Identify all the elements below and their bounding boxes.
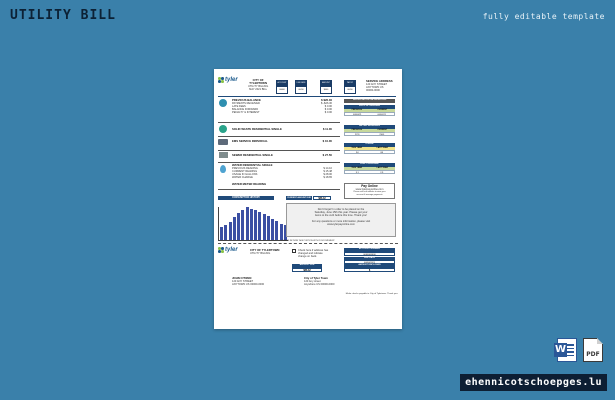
word-document-icon[interactable]: W [557, 338, 577, 362]
panel-cols-date: PREVIOUS CURRENT [344, 109, 395, 112]
panel-head-water-meter: WATER METER INFORMATION [344, 99, 395, 103]
panel-head-daily: DAILY AVERAGE [344, 163, 395, 167]
stub-boxes: ACCOUNT NUMBER 0000000000 DUE DATE 00/00/2021 [344, 248, 395, 264]
chart-bar [250, 209, 253, 240]
chart-title: CONSUMPTION HISTORY [218, 196, 274, 200]
service-address: SERVICE ADDRESS 123 ANY STREET ANYTOWN US 00000-0000 [366, 79, 393, 93]
water-lines: WATER RESIDENTIAL SINGLE PREVIOUS READING $ 14.10 CURRENT READING $ 15.48 USAGE IN GALLONS $ 28.00 WATER CHARGE $ 18.65 [232, 163, 332, 180]
header-box-due-date: DUE DATE 00/00 [295, 80, 307, 94]
sewer-icon [219, 152, 228, 158]
panel-cols-daily: THIS YEAR LAST YEAR [344, 167, 395, 170]
customer-address: JOHN CITIZEN 123 ANY STREET ANYTOWN US 00000-0000 [232, 276, 265, 287]
header-box-pay-by: PAY BY 00/00 [344, 80, 356, 94]
chart-bar [258, 212, 261, 240]
stub-logo-mark-icon [218, 247, 224, 253]
summary-lines: PREVIOUS BALANCE $ $26.30 PAYMENTS RECEIVED $ -$26.30 LATE FEES $ 0.00 BALANCE FORWARD $ 0.00 PENALTY & INTEREST $ 0.00 [232, 98, 332, 115]
tyler-logo [218, 77, 238, 83]
chart-bar [233, 217, 236, 240]
tear-text: PLEASE RETURN THIS PORTION WITH YOUR PAYMENT [281, 240, 335, 242]
panel-cols-usage: THIS YEAR LAST YEAR [344, 147, 395, 150]
chart-bar [220, 227, 223, 240]
address-change-checkbox[interactable] [292, 249, 296, 253]
stub-logo: tyler [218, 247, 238, 253]
chart-bar [229, 222, 232, 240]
watermark: ehennicotschoepges.lu [460, 374, 607, 391]
chart-bar [263, 214, 266, 240]
section-ems: EMS SERVICE INDIVIDUAL $ 10.00 [232, 139, 332, 143]
amount-due-value: $86.32 [313, 196, 331, 200]
chart-bar [275, 221, 278, 240]
bill-footer: Make checks payable to City of Tylertown. Thank you. [345, 293, 398, 295]
logo-mark-icon [218, 77, 224, 83]
page-title: UTILITY BILL [10, 8, 116, 23]
panel-vals-date: 00/00/21 00/00/21 [344, 112, 395, 116]
stub-amount-enclosed-box[interactable]: AMOUNT ENCLOSED $ [344, 264, 395, 272]
utility-bill-document [214, 69, 402, 329]
summary-globe-icon [219, 99, 227, 107]
consumption-chart [218, 207, 288, 241]
tear-line [218, 243, 398, 244]
city-block: CITY OF TYLERTOWN UTILITY BILLING MAY 2021 BILL [248, 78, 269, 92]
stub-city: CITY OF TYLERTOWN UTILITY BILLING [250, 248, 280, 256]
water-drop-icon [220, 165, 226, 173]
panel-vals-meter: 2211 2305 [344, 132, 395, 136]
panel-vals-usage: 94 88 [344, 150, 395, 154]
chart-bar [224, 225, 227, 240]
template-subtitle: fully editable template [482, 12, 605, 21]
header-box-amount: AMOUNT $000 [320, 80, 332, 94]
chart-bar [280, 224, 283, 241]
panel-head-date: DATE OF READING [344, 105, 395, 109]
section-sewer: SEWER RESIDENTIAL SINGLE $ 27.50 [232, 153, 332, 157]
notice-box: Don't forget! In order to be placed on the Saturday, June 15th this year. Please get your items to the curb before this time. Thank you! For any questions or more information, please visit www.tylerpayonline.com [286, 203, 396, 237]
section-solid-waste: SOLID WASTE RESIDENTIAL SINGLE $ 11.00 [232, 127, 332, 131]
panel-vals-daily: 3.1 2.9 [344, 170, 395, 174]
chart-bar [254, 210, 257, 240]
ambulance-icon [218, 139, 228, 145]
logo-word: tyler [225, 77, 238, 83]
panel-head-meter: METER READINGS [344, 125, 395, 129]
address-change-text: Check here if address has changed and indicate change on back. [298, 249, 329, 258]
chart-bar [237, 213, 240, 240]
pay-online-box[interactable]: Pay Online www.tylerpayonline.com Please visit our website to view your account & manage payments [344, 183, 395, 199]
panel-cols-meter: PREVIOUS CURRENT [344, 129, 395, 132]
remit-address: City of Tyler Town 123 Any street Anywhere US 00000-0000 [304, 276, 335, 287]
stub-amount-due-box: AMOUNT DUE $86.32 [292, 264, 322, 272]
header-box-account: ACCOUNT 00000 [276, 80, 288, 94]
chart-bar [267, 216, 270, 240]
chart-bar [271, 219, 274, 240]
amount-due-label: CURRENT AMOUNT DUE [287, 197, 311, 199]
pdf-document-icon[interactable]: PDF [583, 338, 603, 362]
chart-bar [241, 210, 244, 240]
water-total-label: WATER METER READING [232, 182, 267, 186]
download-icons [554, 338, 603, 362]
panel-head-usage: USAGE [344, 143, 395, 147]
chart-bar [246, 207, 249, 240]
solid-waste-icon [219, 125, 227, 133]
